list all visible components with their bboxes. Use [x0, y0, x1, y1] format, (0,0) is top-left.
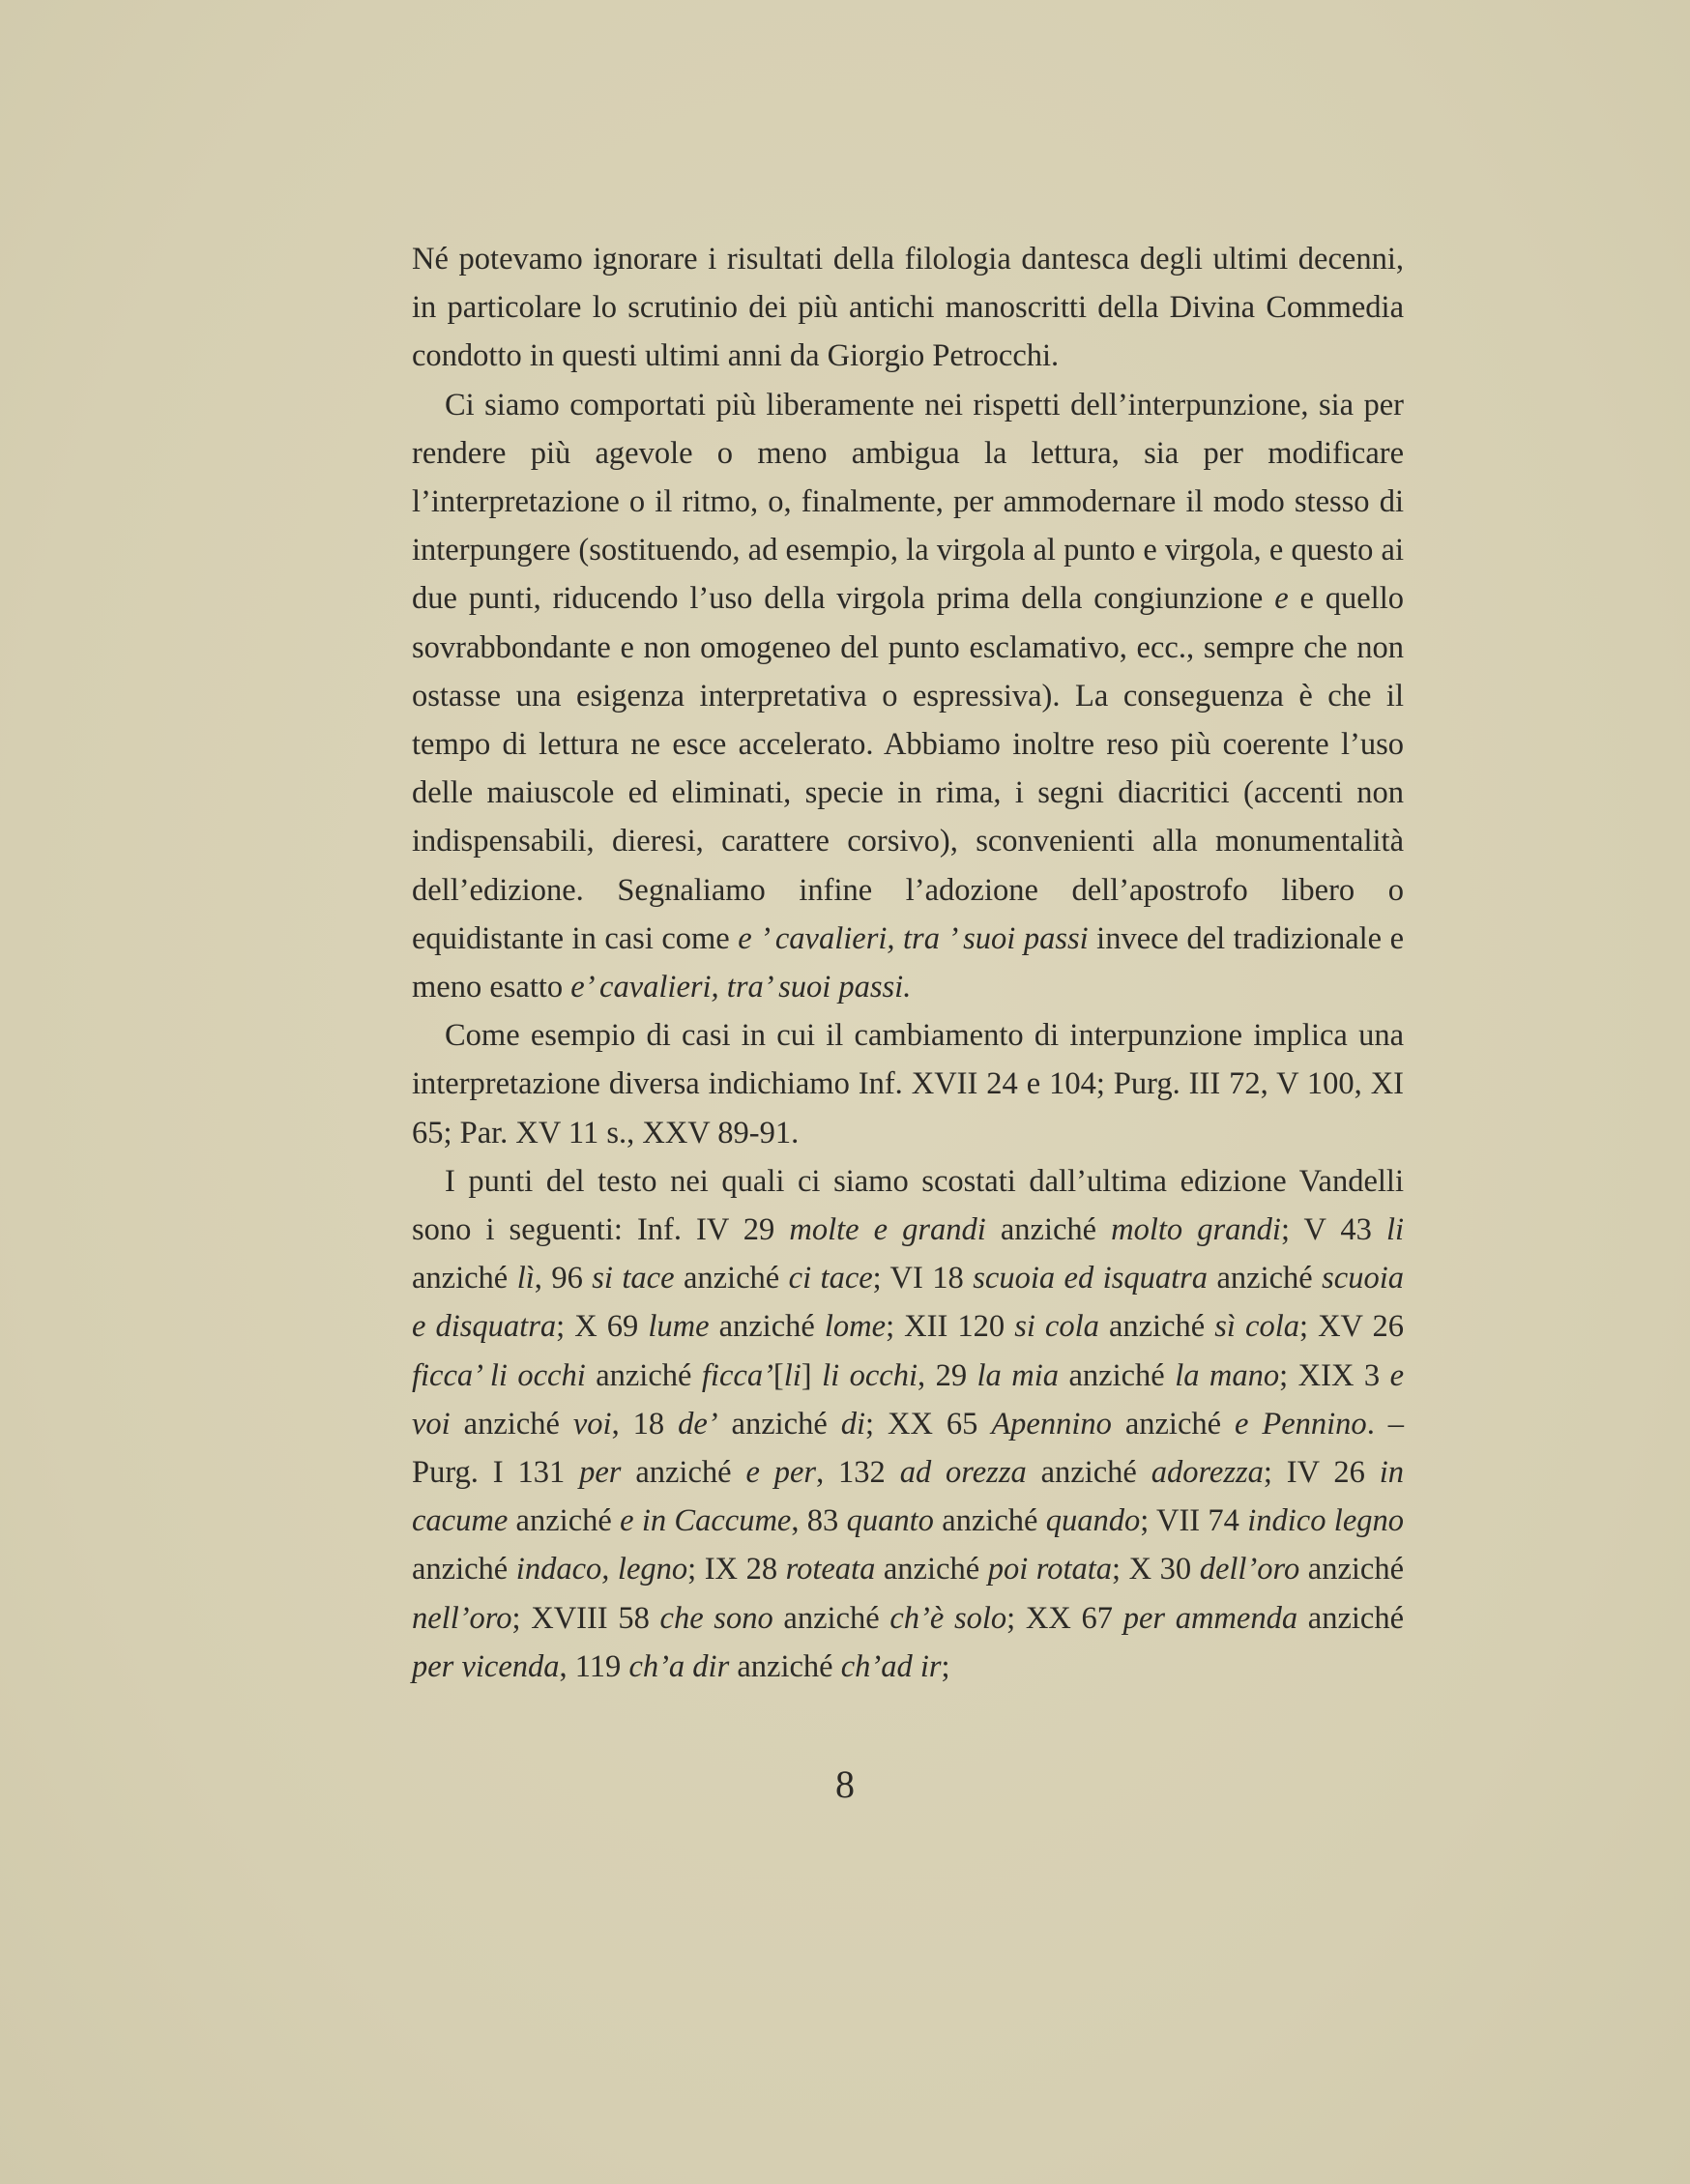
text-segment: anziché [1059, 1357, 1176, 1393]
italic-segment: ch’a dir [628, 1648, 730, 1684]
text-segment: invece del tradizionale e meno esatto [412, 920, 1404, 1005]
text-segment: anziché [412, 1261, 517, 1296]
italic-segment: e voi [412, 1357, 1405, 1441]
text-segment: anziché [412, 1552, 516, 1587]
text-segment: anziché [772, 1600, 890, 1636]
text-segment: anziché [709, 1309, 825, 1345]
text-segment: , 18 [611, 1406, 679, 1441]
paragraph-2 [412, 381, 1404, 1012]
italic-segment: Apennino [991, 1406, 1112, 1441]
text-segment: anziché [985, 1212, 1112, 1248]
text-segment: ; VII 74 [1140, 1503, 1248, 1539]
text-segment: ; XII 120 [886, 1309, 1015, 1345]
text-segment: ; VI 18 [872, 1261, 974, 1296]
italic-segment: lome [824, 1309, 887, 1345]
italic-segment: scuoia ed isquatra [973, 1261, 1209, 1296]
italic-segment: li [783, 1357, 801, 1393]
text-segment: anziché [1208, 1261, 1323, 1296]
text-segment: ; XVIII 58 [511, 1600, 660, 1636]
text-segment: , 29 [917, 1357, 977, 1393]
italic-segment: la mano [1175, 1357, 1280, 1393]
italic-segment: in cacume [412, 1455, 1405, 1539]
text-segment: anziché [674, 1261, 789, 1296]
text-segment: anziché [1026, 1455, 1151, 1491]
text-segment: ; XX 67 [1006, 1600, 1123, 1636]
text-segment: . – Purg. I 131 [412, 1406, 1405, 1491]
text-segment: Ci siamo comportati più liberamente nei rispetti dell’interpunzione, sia per rendere più agevole o meno ambigua la lettura, sia per modificare l’interpretazione o il ritmo, o, finalmente, per ammodernare il modo stesso di interpungere (sostituendo, ad esempio, la virgola al punto e virgola, e questo ai due punti, riducendo l’uso della virgola prima della congiunzione [412, 387, 1404, 617]
italic-segment: poi rotata [987, 1552, 1113, 1587]
italic-segment: di [840, 1406, 865, 1441]
text-segment: ; V 43 [1280, 1212, 1386, 1248]
italic-segment: e in Caccume [620, 1503, 792, 1539]
text-segment: ; XIX 3 [1279, 1357, 1390, 1393]
text-segment: anziché [1111, 1406, 1235, 1441]
italic-segment: la mia [976, 1357, 1060, 1393]
text-segment: anziché [1098, 1309, 1215, 1345]
text-segment: anziché [717, 1406, 841, 1441]
italic-segment: sì cola [1214, 1309, 1299, 1345]
text-segment: anziché [729, 1648, 841, 1684]
text-segment: ; IX 28 [687, 1552, 786, 1587]
page-number: 8 [835, 1762, 855, 1806]
italic-segment: adorezza [1151, 1455, 1264, 1491]
text-segment: , 119 [559, 1648, 629, 1684]
italic-segment: ch’è solo [889, 1600, 1007, 1636]
italic-segment: indico legno [1247, 1503, 1404, 1539]
text-segment: anziché [585, 1357, 702, 1393]
italic-segment: quando [1045, 1503, 1141, 1539]
italic-segment: per [579, 1455, 622, 1491]
italic-segment: e ’ cavalieri, tra ’ suoi passi [738, 920, 1089, 956]
text-segment: ] [801, 1357, 823, 1393]
text-segment: anziché [450, 1406, 573, 1441]
italic-segment: quanto [846, 1503, 934, 1539]
italic-segment: e Pennino [1235, 1406, 1367, 1441]
italic-segment: indaco, legno [515, 1552, 688, 1587]
text-segment: anziché [1299, 1552, 1405, 1587]
italic-segment: ficca’ li occhi [412, 1357, 586, 1393]
text-segment: ; X 30 [1112, 1552, 1200, 1587]
italic-segment: molte e grandi [789, 1212, 986, 1248]
italic-segment: nell’oro [412, 1600, 512, 1636]
text-segment: anziché [875, 1552, 988, 1587]
italic-segment: per ammenda [1122, 1600, 1298, 1636]
italic-segment: e per [745, 1455, 817, 1491]
text-segment: anziché [1297, 1600, 1404, 1636]
italic-segment: si tace [592, 1261, 675, 1296]
text-segment: e quello sovrabbondante e non omogeneo del punto esclamativo, ecc., sempre che non ostasse una esigenza interpretativa o espressiva). La conseguenza è che il tempo di lettura ne esce accelerato. Abbiamo inoltre reso più coerente l’uso delle maiuscole ed eliminati, specie in rima, i segni diacritici (accenti non indispensabili, dieresi, carattere corsivo), sconvenienti alla monumentalità dell’edizione. Segnaliamo infine l’adozione dell’apostrofo libero o equidistante in casi come [412, 581, 1404, 956]
text-segment: , 132 [816, 1455, 900, 1491]
text-segment: Né potevamo ignorare i risultati della filologia dantesca degli ultimi decenni, in particolare lo scrutinio dei più antichi manoscritti della Divina Commedia condotto in questi ultimi anni da Giorgio Petrocchi. [412, 242, 1404, 374]
text-segment: I punti del testo nei quali ci siamo scostati dall’ultima edizione Vandelli sono i seguenti: Inf. IV 29 [412, 1163, 1404, 1248]
italic-segment: li occhi [822, 1357, 918, 1393]
text-segment: ; X 69 [556, 1309, 649, 1345]
italic-segment: e’ cavalieri, tra’ suoi passi. [570, 970, 912, 1005]
text-segment: Come esempio di casi in cui il cambiamento di interpunzione implica una interpretazione diversa indichiamo Inf. XVII 24 e 104; Purg. III 72, V 100, XI 65; Par. XV 11 s., XXV 89-91. [412, 1018, 1404, 1150]
paragraph-4 [412, 1157, 1404, 1691]
text-segment: ; [941, 1648, 950, 1684]
text-segment: , 83 [791, 1503, 847, 1539]
text-segment: anziché [621, 1455, 746, 1491]
italic-segment: ad orezza [899, 1455, 1027, 1491]
italic-segment: e [1274, 581, 1289, 617]
italic-segment: per vicenda [412, 1648, 560, 1684]
italic-segment: voi [572, 1406, 612, 1441]
italic-segment: lì [516, 1261, 535, 1296]
italic-segment: dell’oro [1199, 1552, 1300, 1587]
body-text [412, 235, 1404, 1691]
paragraph-3 [412, 1011, 1404, 1157]
italic-segment: che sono [659, 1600, 773, 1636]
text-segment: , 96 [534, 1261, 593, 1296]
paragraph-1 [412, 235, 1404, 381]
text-segment: ; XV 26 [1298, 1309, 1404, 1345]
italic-segment: de’ [678, 1406, 718, 1441]
text-segment: ; XX 65 [865, 1406, 992, 1441]
italic-segment: molto grandi [1111, 1212, 1281, 1248]
text-segment: [ [772, 1357, 784, 1393]
italic-segment: ch’ad ir [840, 1648, 942, 1684]
text-segment: anziché [933, 1503, 1046, 1539]
italic-segment: li [1385, 1212, 1405, 1248]
italic-segment: roteata [785, 1552, 876, 1587]
italic-segment: ci tace [788, 1261, 873, 1296]
italic-segment: scuoia e disquatra [412, 1261, 1405, 1345]
italic-segment: ficca’ [701, 1357, 773, 1393]
italic-segment: lume [648, 1309, 710, 1345]
italic-segment: si cola [1014, 1309, 1099, 1345]
text-segment: anziché [508, 1503, 621, 1539]
text-segment: ; IV 26 [1263, 1455, 1380, 1491]
